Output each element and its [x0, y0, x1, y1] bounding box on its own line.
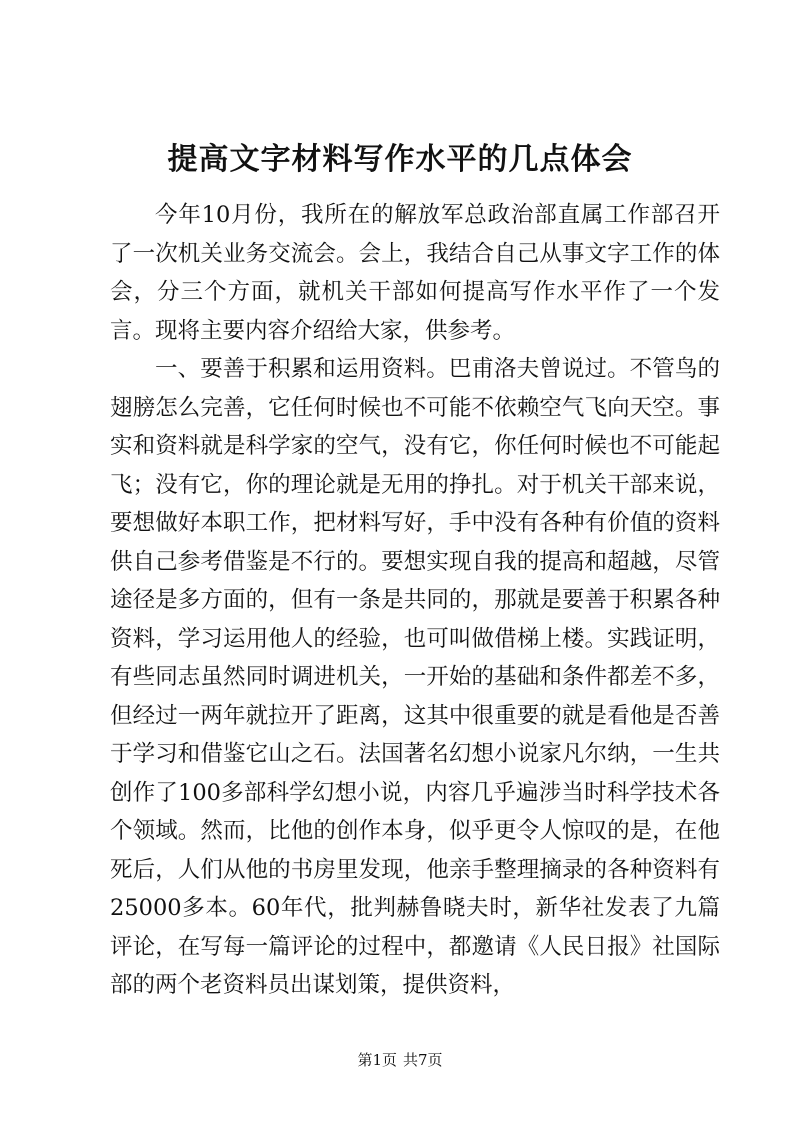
page-number: 第1页 [357, 1051, 397, 1069]
page-footer [0, 1050, 800, 1070]
document-body [110, 196, 720, 1005]
paragraph-intro: 今年10月份，我所在的解放军总政治部直属工作部召开了一次机关业务交流会。会上，我结合自己从事文字工作的体会，分三个方面，就机关干部如何提高写作水平作了一个发言。现将主要内容介绍给大家，供参考。 [110, 202, 720, 344]
page-total: 共7页 [403, 1051, 443, 1069]
document-title: 提高文字材料写作水平的几点体会 [167, 142, 633, 177]
paragraph-section-one: 一、要善于积累和运用资料。巴甫洛夫曾说过。不管鸟的翅膀怎么完善，它任何时候也不可能不依赖空气飞向天空。事实和资料就是科学家的空气，没有它，你任何时候也不可能起飞；没有它，你的理论就是无用的挣扎。对于机关干部来说，要想做好本职工作，把材料写好，手中没有各种有价值的资料供自己参考借鉴是不行的。要想实现自我的提高和超越，尽管途径是多方面的，但有一条是共同的，那就是要善于积累各种资料，学习运用他人的经验，也可叫做借梯上楼。实践证明，有些同志虽然同时调进机关，一开始的基础和条件都差不多，但经过一两年就拉开了距离，这其中很重要的就是看他是否善于学习和借鉴它山之石。法国著名幻想小说家凡尔纳，一生共创作了100多部科学幻想小说，内容几乎遍涉当时科学技术各个领域。然而，比他的创作本身，似乎更令人惊叹的是，在他死后，人们从他的书房里发现，他亲手整理摘录的各种资料有25000多本。60年代，批判赫鲁晓夫时，新华社发表了九篇评论，在写每一篇评论的过程中，都邀请《人民日报》社国际部的两个老资料员出谋划策，提供资料， [110, 356, 720, 998]
